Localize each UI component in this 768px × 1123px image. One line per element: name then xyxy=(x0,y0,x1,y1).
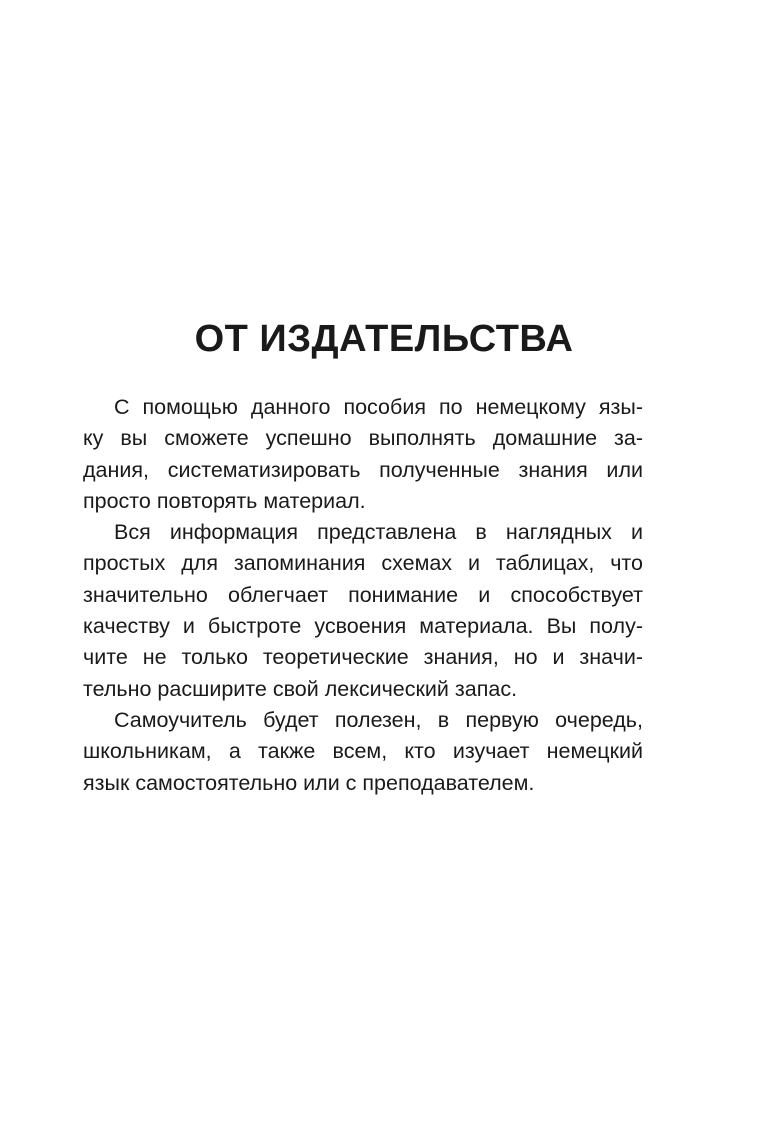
text-line: школьникам, а также всем, кто изучает немецкий xyxy=(83,739,643,764)
text-line: тельно расширите свой лексический запас. xyxy=(83,676,518,701)
text-line: значительно облегчает понимание и способствует xyxy=(83,582,643,607)
paragraph-1 xyxy=(83,392,643,517)
body-text xyxy=(83,392,643,799)
text-line: Вся информация представлена в наглядных и xyxy=(114,520,643,545)
paragraph-3 xyxy=(83,705,643,799)
text-line: язык самостоятельно или с преподавателем. xyxy=(83,770,535,795)
text-line: простых для запоминания схемах и таблицах, что xyxy=(83,551,643,576)
text-line: ку вы сможете успешно выполнять домашние за- xyxy=(83,426,643,451)
page-title: ОТ ИЗДАТЕЛЬСТВА xyxy=(194,318,574,360)
text-line: чите не только теоретические знания, но и значи- xyxy=(83,645,643,670)
text-line: С помощью данного пособия по немецкому язы- xyxy=(114,395,643,419)
text-line: дания, систематизировать полученные знания или xyxy=(83,457,643,482)
paragraph-2 xyxy=(83,517,643,705)
text-line: Самоучитель будет полезен, в первую очередь, xyxy=(114,707,643,732)
text-line: качеству и быстроте усвоения материала. Вы полу- xyxy=(83,614,643,639)
text-line: просто повторять материал. xyxy=(83,488,366,513)
